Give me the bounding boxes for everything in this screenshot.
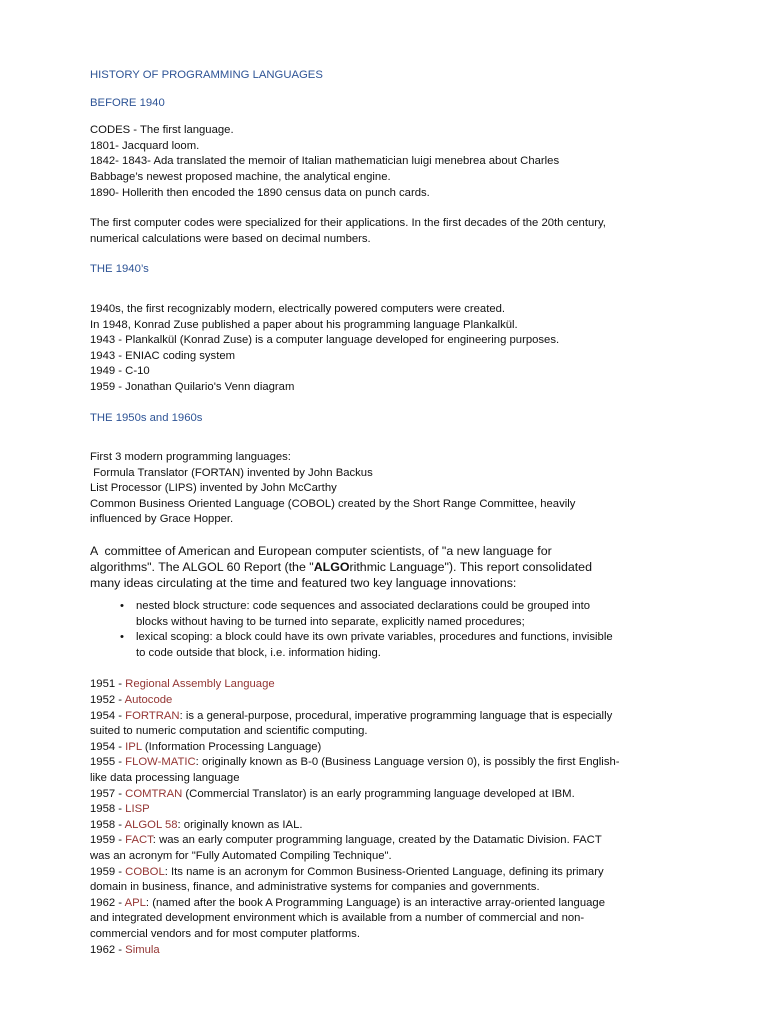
entry-year: 1954 - <box>90 709 126 722</box>
timeline-entry <box>90 865 698 881</box>
algo-emphasis: ALGO <box>313 560 350 575</box>
entry-year: 1951 - <box>90 678 126 691</box>
section-heading-1940s: THE 1940’s <box>90 263 149 276</box>
text-line: blocks without having to be turned into separate, explicitly named procedures; <box>136 615 525 628</box>
language-name: APL <box>124 896 146 909</box>
text-line: nested block structure: code sequences and associated declarations could be grouped into <box>136 600 591 613</box>
algol-paragraph <box>90 543 698 591</box>
entry-year: 1962 - <box>90 896 125 909</box>
text-line: 1801- Jacquard loom. <box>90 139 200 152</box>
language-name: FLOW-MATIC <box>125 756 196 769</box>
list-item <box>120 630 698 661</box>
document-title: HISTORY OF PROGRAMMING LANGUAGES <box>90 69 323 81</box>
entry-description: : Its name is an acronym for Common Business-Oriented Language, defining its primary <box>164 865 604 878</box>
before-1940-paragraph <box>90 216 698 247</box>
entry-year: 1959 - <box>90 865 126 878</box>
section-heading-before-1940: BEFORE 1940 <box>90 96 165 109</box>
language-name: IPL <box>125 740 142 753</box>
timeline-entry <box>90 833 698 849</box>
language-name: FORTRAN <box>125 709 180 722</box>
text-line: In 1948, Konrad Zuse published a paper about his programming language Plankalkül. <box>90 318 518 331</box>
text-line: 1949 - C-10 <box>90 365 150 378</box>
timeline-entry <box>90 677 698 693</box>
text-run: rithmic Language"). This report consolidated <box>349 560 592 575</box>
timeline-entry <box>90 709 698 725</box>
entry-description: : is a general-purpose, procedural, imperative programming language that is especially <box>179 709 613 722</box>
text-line: The first computer codes were specialized for their applications. In the first decades of the 20th century, <box>90 217 606 230</box>
text-run: algorithms". The ALGOL 60 Report (the " <box>90 560 314 575</box>
entry-year: 1957 - <box>90 787 126 800</box>
text-line: First 3 modern programming languages: <box>90 451 291 464</box>
language-name: Regional Assembly Language <box>125 678 275 691</box>
text-line: many ideas circulating at the time and featured two key language innovations: <box>90 576 517 591</box>
entry-year: 1959 - <box>90 834 126 847</box>
text-line: CODES - The first language. <box>90 124 234 137</box>
language-name: COMTRAN <box>125 787 183 800</box>
entry-description: : originally known as IAL. <box>177 818 303 831</box>
1940s-lines <box>90 302 698 396</box>
timeline-entry <box>90 818 698 834</box>
language-name: ALGOL 58 <box>124 818 178 831</box>
before-1940-lines <box>90 123 698 201</box>
entry-continuation: suited to numeric computation and scientific computing. <box>90 725 368 738</box>
timeline-entry <box>90 787 698 803</box>
1950s-lines <box>90 450 698 528</box>
entry-description: : (named after the book A Programming Language) is an interactive array-oriented language <box>145 896 605 909</box>
language-name: Autocode <box>124 694 173 707</box>
text-line: 1890- Hollerith then encoded the 1890 census data on punch cards. <box>90 186 430 199</box>
timeline-entry <box>90 802 698 818</box>
text-line: Babbage’s newest proposed machine, the analytical engine. <box>90 170 391 183</box>
entry-description: (Commercial Translator) is an early programming language developed at IBM. <box>182 787 575 800</box>
bullet-icon: • <box>120 600 124 613</box>
entry-description: : originally known as B-0 (Business Language version 0), is possibly the first English- <box>195 756 620 769</box>
text-line <box>90 559 698 575</box>
language-name: COBOL <box>125 865 165 878</box>
timeline-entry <box>90 943 698 959</box>
timeline-entry <box>90 755 698 771</box>
text-line: 1943 - ENIAC coding system <box>90 349 236 362</box>
language-name: FACT <box>125 834 153 847</box>
timeline-entry <box>90 896 698 912</box>
text-line: 1842- 1843- Ada translated the memoir of Italian mathematician luigi menebrea about Charles <box>90 155 560 168</box>
innovation-list <box>90 599 698 661</box>
entry-year: 1958 - <box>90 803 126 816</box>
language-name: Simula <box>125 943 160 956</box>
text-line: 1943 - Plankalkül (Konrad Zuse) is a computer language developed for engineering purposes. <box>90 334 560 347</box>
text-line: lexical scoping: a block could have its own private variables, procedures and functions, invisible <box>136 631 613 644</box>
text-line: Formula Translator (FORTAN) invented by John Backus <box>90 466 373 479</box>
language-name: LISP <box>125 803 150 816</box>
text-line: 1959 - Jonathan Quilario's Venn diagram <box>90 380 295 393</box>
entry-continuation: commercial vendors and for most computer platforms. <box>90 927 360 940</box>
timeline-entry <box>90 740 698 756</box>
text-line: Common Business Oriented Language (COBOL) created by the Short Range Committee, heavily <box>90 497 576 510</box>
timeline-entry <box>90 693 698 709</box>
entry-description: : was an early computer programming language, created by the Datamatic Division. FACT <box>152 834 602 847</box>
language-timeline <box>90 677 698 958</box>
text-line: numerical calculations were based on decimal numbers. <box>90 232 371 245</box>
entry-year: 1962 - <box>90 943 126 956</box>
entry-year: 1952 - <box>90 694 125 707</box>
entry-year: 1958 - <box>90 818 125 831</box>
spacer <box>90 290 698 302</box>
entry-year: 1955 - <box>90 756 126 769</box>
text-line: List Processor (LIPS) invented by John McCarthy <box>90 482 337 495</box>
section-heading-1950s-1960s: THE 1950s and 1960s <box>90 411 203 424</box>
entry-continuation: domain in business, finance, and administrative systems for companies and governments. <box>90 881 540 894</box>
entry-description: (Information Processing Language) <box>141 740 322 753</box>
entry-continuation: was an acronym for "Fully Automated Compiling Technique". <box>90 849 392 862</box>
bullet-icon: • <box>120 631 124 644</box>
text-line: to code outside that block, i.e. information hiding. <box>136 646 381 659</box>
text-line: 1940s, the first recognizably modern, electrically powered computers were created. <box>90 302 506 315</box>
entry-continuation: and integrated development environment which is available from a number of commercial and non- <box>90 912 585 925</box>
entry-continuation: like data processing language <box>90 772 240 784</box>
list-item <box>120 599 698 630</box>
text-line: A committee of American and European computer scientists, of "a new language for <box>90 544 552 559</box>
text-line: influenced by Grace Hopper. <box>90 513 234 526</box>
spacer <box>90 438 698 450</box>
entry-year: 1954 - <box>90 740 126 753</box>
